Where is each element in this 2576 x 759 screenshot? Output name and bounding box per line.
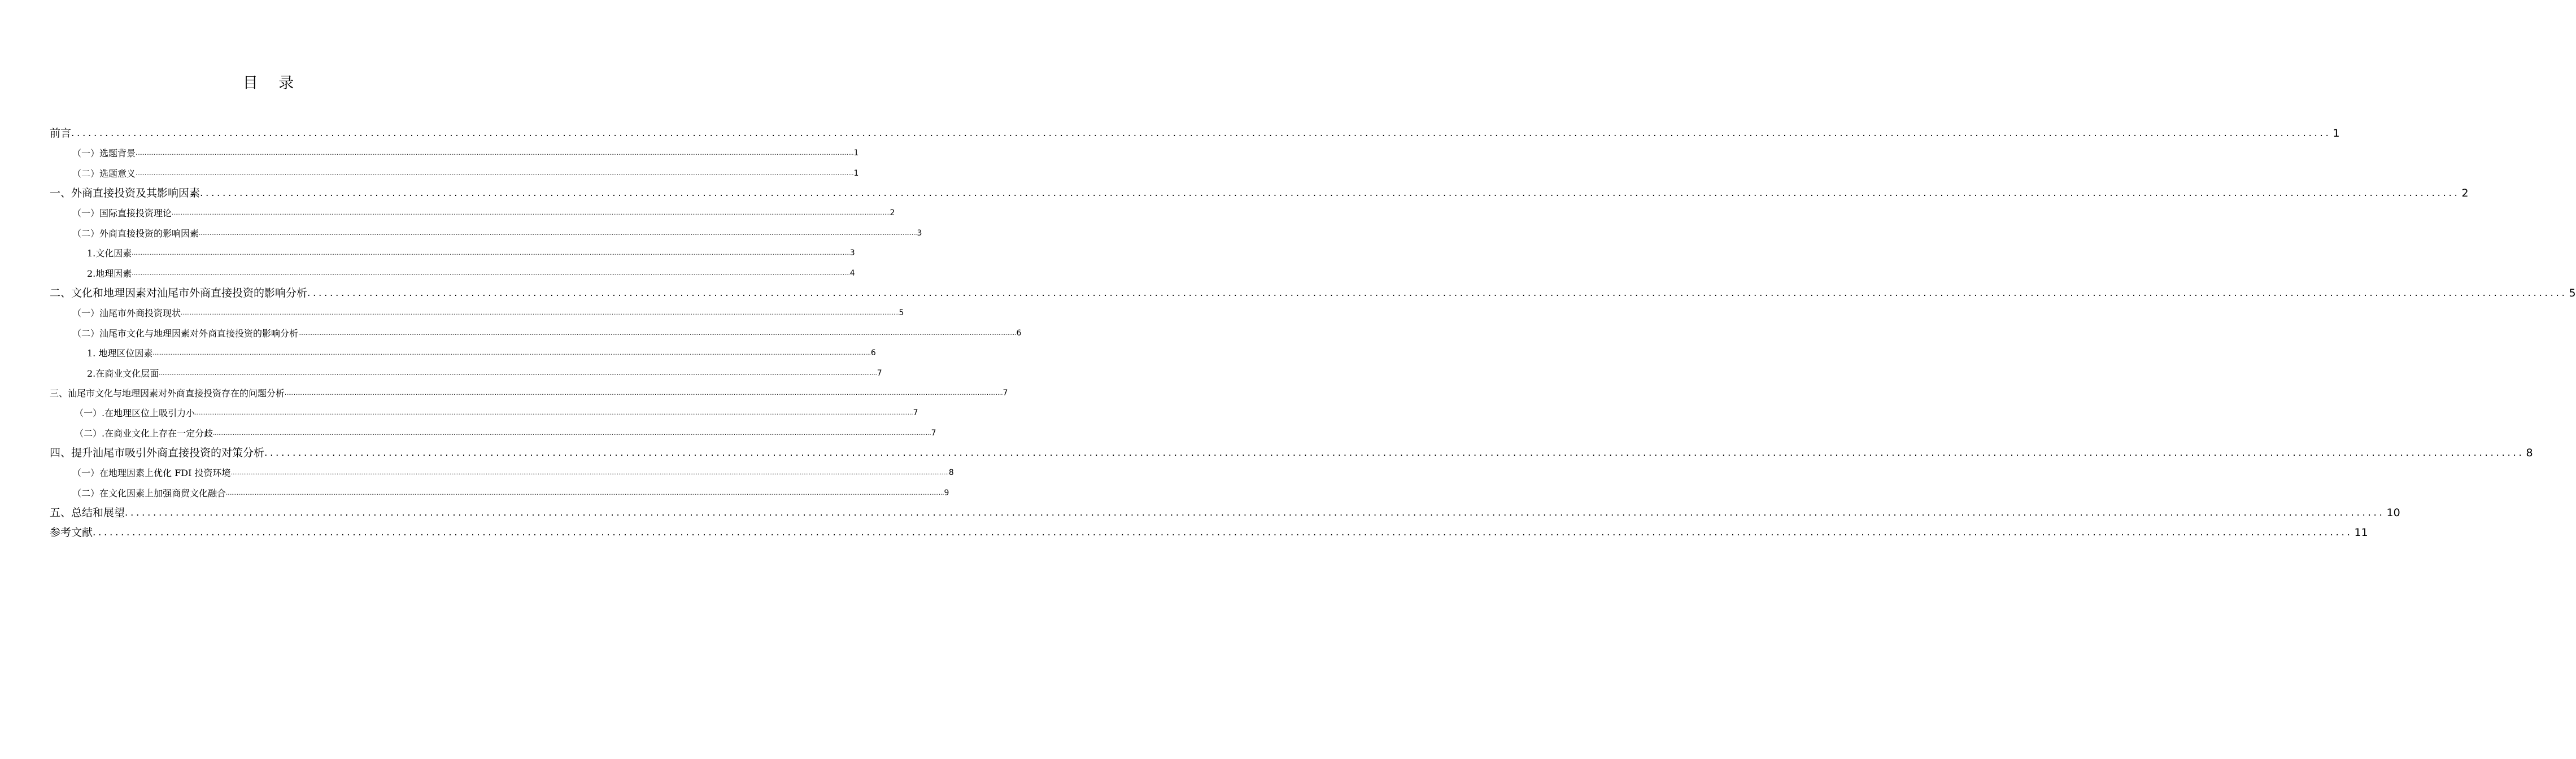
toc-entry[interactable] [50, 203, 895, 224]
toc-entry-page: 5 [2569, 287, 2576, 299]
toc-entry-label: 前言 [50, 127, 72, 139]
toc-entry-page: 10 [2386, 507, 2400, 519]
toc-entry-label: （一）在地理因素上优化 FDI 投资环境 [72, 468, 231, 478]
toc-entry-page: 1 [853, 149, 859, 158]
toc-entry-label: 四、提升汕尾市吸引外商直接投资的对策分析 [50, 447, 265, 459]
toc-entry[interactable] [50, 463, 954, 483]
toc-entry-page: 4 [849, 268, 855, 278]
toc-entry-label: （二）.在商业文化上存在一定分歧 [75, 428, 213, 439]
dot-leader: ................................................................................................................................................................................................................................................................................................................................................................................................................ [125, 507, 2385, 518]
toc-entry-label: （二）在文化因素上加强商贸文化融合 [72, 487, 226, 499]
toc-entry-label: 三、汕尾市文化与地理因素对外商直接投资存在的问题分析 [50, 388, 285, 399]
dot-leader: ................................................................................................................................................................................................................................................................................................................................................................................................................ [307, 287, 2568, 299]
toc-entry-label: （一）.在地理区位上吸引力小 [75, 408, 195, 418]
toc-entry[interactable] [50, 324, 1022, 344]
dot-leader: ................................................................................................................................................................................................................................................................................................................................................................................................................ [213, 430, 931, 437]
toc-entry-label: 1. 地理区位因素 [87, 348, 153, 359]
toc-entry[interactable] [50, 143, 859, 164]
dot-leader: ................................................................................................................................................................................................................................................................................................................................................................................................................ [200, 187, 2460, 199]
dot-leader: ................................................................................................................................................................................................................................................................................................................................................................................................................ [152, 350, 871, 356]
dot-leader: ................................................................................................................................................................................................................................................................................................................................................................................................................ [71, 128, 2331, 139]
dot-leader: ................................................................................................................................................................................................................................................................................................................................................................................................................ [264, 447, 2525, 459]
table-of-contents [50, 124, 2576, 543]
toc-entry-page: 7 [931, 428, 936, 438]
toc-entry[interactable] [50, 403, 918, 424]
toc-entry-page: 11 [2354, 526, 2368, 539]
toc-entry-label: 2.地理因素 [87, 268, 132, 279]
dot-leader: ................................................................................................................................................................................................................................................................................................................................................................................................................ [159, 370, 877, 377]
toc-entry-page: 8 [2526, 447, 2533, 459]
dot-leader: ................................................................................................................................................................................................................................................................................................................................................................................................................ [132, 270, 850, 277]
dot-leader: ................................................................................................................................................................................................................................................................................................................................................................................................................ [199, 230, 917, 237]
toc-entry-page: 8 [948, 468, 954, 477]
toc-entry-label: （二）汕尾市文化与地理因素对外商直接投资的影响分析 [72, 328, 299, 339]
toc-entry-label: 参考文献 [50, 526, 93, 539]
toc-entry[interactable] [50, 303, 904, 324]
dot-leader: ................................................................................................................................................................................................................................................................................................................................................................................................................ [172, 210, 890, 216]
toc-entry-label: 二、文化和地理因素对汕尾市外商直接投资的影响分析 [50, 287, 308, 299]
dot-leader: ................................................................................................................................................................................................................................................................................................................................................................................................................ [298, 330, 1017, 337]
toc-entry-page: 2 [2461, 187, 2469, 199]
toc-entry-page: 1 [2333, 127, 2340, 139]
dot-leader: ................................................................................................................................................................................................................................................................................................................................................................................................................ [136, 170, 854, 177]
toc-entry[interactable] [50, 264, 855, 284]
toc-entry[interactable] [50, 483, 949, 504]
toc-entry-label: （一）国际直接投资理论 [72, 208, 172, 219]
dot-leader: ................................................................................................................................................................................................................................................................................................................................................................................................................ [93, 527, 2353, 538]
toc-entry-page: 7 [913, 408, 918, 417]
toc-entry[interactable] [50, 283, 2576, 303]
toc-entry-page: 5 [899, 308, 904, 317]
toc-entry-page: 3 [849, 248, 855, 258]
toc-entry-page: 3 [917, 228, 922, 238]
toc-entry[interactable] [50, 124, 2340, 143]
toc-entry-page: 2 [890, 208, 895, 217]
dot-leader: ................................................................................................................................................................................................................................................................................................................................................................................................................ [181, 310, 899, 316]
dot-leader: ................................................................................................................................................................................................................................................................................................................................................................................................................ [230, 470, 949, 476]
toc-entry-label: （二）外商直接投资的影响因素 [72, 228, 199, 239]
toc-entry-label: 2.在商业文化层面 [87, 368, 159, 379]
toc-entry-label: 1.文化因素 [87, 248, 132, 259]
toc-entry-label: （二）选题意义 [72, 168, 136, 179]
toc-entry[interactable] [50, 184, 2469, 203]
toc-entry-page: 7 [1002, 389, 1008, 398]
dot-leader: ................................................................................................................................................................................................................................................................................................................................................................................................................ [195, 410, 913, 416]
dot-leader: ................................................................................................................................................................................................................................................................................................................................................................................................................ [136, 150, 854, 156]
toc-entry-page: 6 [1016, 328, 1022, 338]
toc-entry[interactable] [50, 343, 876, 364]
dot-leader: ................................................................................................................................................................................................................................................................................................................................................................................................................ [285, 390, 1003, 396]
toc-entry[interactable] [50, 503, 2400, 523]
toc-entry-page: 6 [870, 348, 876, 357]
toc-entry[interactable] [50, 443, 2533, 463]
toc-entry[interactable] [50, 424, 936, 444]
toc-entry-page: 7 [877, 368, 882, 378]
toc-entry[interactable] [50, 224, 922, 244]
toc-entry-page: 9 [944, 488, 949, 498]
toc-entry-label: （一）汕尾市外商投资现状 [72, 308, 181, 319]
toc-entry-label: 一、外商直接投资及其影响因素 [50, 187, 200, 199]
toc-title: 目 录 [242, 75, 302, 92]
toc-entry-page: 1 [853, 168, 859, 178]
toc-entry[interactable] [50, 364, 882, 384]
toc-entry-label: 五、总结和展望 [50, 507, 125, 519]
toc-entry[interactable] [50, 243, 855, 264]
toc-entry-label: （一）选题背景 [72, 148, 136, 159]
dot-leader: ................................................................................................................................................................................................................................................................................................................................................................................................................ [132, 250, 850, 256]
dot-leader: ................................................................................................................................................................................................................................................................................................................................................................................................................ [226, 490, 944, 496]
toc-entry[interactable] [50, 383, 1008, 403]
toc-entry[interactable] [50, 523, 2368, 543]
toc-entry[interactable] [50, 164, 859, 184]
